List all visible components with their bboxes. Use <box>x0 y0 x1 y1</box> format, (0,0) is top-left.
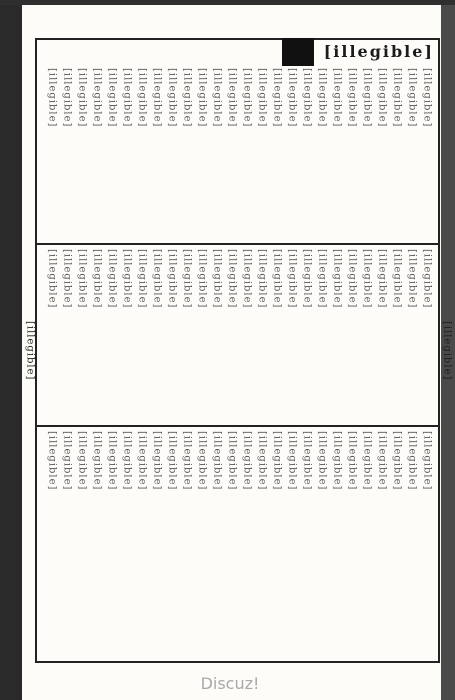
text-column-content: [illegible] <box>226 68 238 128</box>
text-column <box>89 68 104 238</box>
text-column <box>194 68 209 238</box>
text-column <box>404 431 419 658</box>
text-column-content: [illegible] <box>301 68 313 128</box>
text-column <box>314 431 329 658</box>
text-column <box>329 249 344 419</box>
text-column <box>239 249 254 419</box>
text-column-content: [illegible] <box>316 431 328 491</box>
text-column <box>284 249 299 419</box>
text-column <box>359 68 374 238</box>
text-column <box>374 431 389 658</box>
text-column-content: [illegible] <box>166 431 178 491</box>
text-column <box>329 68 344 238</box>
text-column-content: [illegible] <box>286 249 298 309</box>
text-column <box>104 249 119 419</box>
text-column <box>194 249 209 419</box>
text-column <box>209 431 224 658</box>
text-column <box>284 431 299 658</box>
text-column-content: [illegible] <box>46 249 58 309</box>
text-column-content: [illegible] <box>136 249 148 309</box>
text-column-content: [illegible] <box>271 431 283 491</box>
text-column-content: [illegible] <box>61 431 73 491</box>
text-column <box>164 249 179 419</box>
text-column-content: [illegible] <box>106 68 118 128</box>
text-column <box>269 249 284 419</box>
text-column <box>179 249 194 419</box>
text-column <box>284 68 299 238</box>
text-column <box>149 431 164 658</box>
text-column-content: [illegible] <box>331 431 343 491</box>
text-column <box>269 431 284 658</box>
text-column-content: [illegible] <box>286 68 298 128</box>
text-column <box>104 68 119 238</box>
text-column <box>134 68 149 238</box>
text-column <box>299 249 314 419</box>
text-column <box>404 249 419 419</box>
text-column-content: [illegible] <box>406 431 418 491</box>
text-column-content: [illegible] <box>151 431 163 491</box>
text-column-content: [illegible] <box>91 68 103 128</box>
text-column <box>59 431 74 658</box>
running-head-left-text: [illegible] <box>24 320 36 381</box>
text-column <box>254 431 269 658</box>
text-column <box>44 431 59 658</box>
text-column <box>389 431 404 658</box>
text-column <box>89 431 104 658</box>
text-band-top <box>37 64 438 242</box>
text-column-content: [illegible] <box>226 431 238 491</box>
text-column-content: [illegible] <box>361 249 373 309</box>
text-column-content: [illegible] <box>46 68 58 128</box>
text-column-content: [illegible] <box>346 249 358 309</box>
text-column-content: [illegible] <box>166 249 178 309</box>
text-column <box>374 68 389 238</box>
text-column <box>119 249 134 419</box>
text-column-content: [illegible] <box>241 431 253 491</box>
text-column-content: [illegible] <box>196 431 208 491</box>
text-column-content: [illegible] <box>211 68 223 128</box>
text-column-content: [illegible] <box>241 249 253 309</box>
text-column-content: [illegible] <box>256 249 268 309</box>
text-column-content: [illegible] <box>256 431 268 491</box>
text-column <box>59 249 74 419</box>
text-column <box>359 249 374 419</box>
text-column-content: [illegible] <box>151 68 163 128</box>
text-column <box>224 68 239 238</box>
text-column <box>104 431 119 658</box>
text-column-content: [illegible] <box>331 68 343 128</box>
text-column <box>74 431 89 658</box>
text-column <box>119 431 134 658</box>
text-column-content: [illegible] <box>91 431 103 491</box>
text-column-content: [illegible] <box>136 431 148 491</box>
text-column-content: [illegible] <box>376 68 388 128</box>
text-column <box>149 249 164 419</box>
text-column-content: [illegible] <box>151 249 163 309</box>
page-top-edge <box>0 0 455 5</box>
text-column-content: [illegible] <box>61 68 73 128</box>
text-column-content: [illegible] <box>271 249 283 309</box>
text-column <box>224 431 239 658</box>
running-head-right <box>440 38 454 663</box>
text-column-content: [illegible] <box>181 431 193 491</box>
text-column <box>299 431 314 658</box>
text-column <box>314 68 329 238</box>
text-column-content: [illegible] <box>376 249 388 309</box>
text-column-content: [illegible] <box>106 431 118 491</box>
text-column-content: [illegible] <box>121 68 133 128</box>
text-column-content: [illegible] <box>91 249 103 309</box>
text-column <box>179 68 194 238</box>
text-column-content: [illegible] <box>331 249 343 309</box>
text-column <box>419 249 434 419</box>
head-ink-block <box>282 38 314 66</box>
text-column <box>134 249 149 419</box>
text-column <box>134 431 149 658</box>
text-column-content: [illegible] <box>76 249 88 309</box>
text-column-content: [illegible] <box>346 431 358 491</box>
text-column <box>179 431 194 658</box>
text-column <box>239 68 254 238</box>
text-column <box>299 68 314 238</box>
text-column-content: [illegible] <box>316 68 328 128</box>
text-column-content: [illegible] <box>181 249 193 309</box>
text-column <box>269 68 284 238</box>
text-column <box>419 431 434 658</box>
text-column-content: [illegible] <box>301 249 313 309</box>
text-column <box>209 249 224 419</box>
text-column-content: [illegible] <box>196 249 208 309</box>
text-column-content: [illegible] <box>346 68 358 128</box>
text-column <box>149 68 164 238</box>
text-column-content: [illegible] <box>121 249 133 309</box>
text-column <box>329 431 344 658</box>
text-column-content: [illegible] <box>181 68 193 128</box>
text-column <box>359 431 374 658</box>
text-column <box>164 68 179 238</box>
running-head-right-text: [illegible] <box>441 320 453 381</box>
text-column-content: [illegible] <box>166 68 178 128</box>
text-column <box>344 431 359 658</box>
masthead-title: [illegible] <box>323 41 434 61</box>
text-column <box>254 68 269 238</box>
text-column-content: [illegible] <box>376 431 388 491</box>
text-column-content: [illegible] <box>271 68 283 128</box>
text-column <box>239 431 254 658</box>
text-column <box>44 68 59 238</box>
text-column-content: [illegible] <box>421 68 433 128</box>
text-column <box>224 249 239 419</box>
text-band-middle <box>37 245 438 423</box>
text-column <box>389 249 404 419</box>
text-column-content: [illegible] <box>421 249 433 309</box>
text-column <box>344 249 359 419</box>
text-column-content: [illegible] <box>211 249 223 309</box>
text-column <box>74 249 89 419</box>
text-column-content: [illegible] <box>196 68 208 128</box>
text-column-content: [illegible] <box>121 431 133 491</box>
text-column <box>44 249 59 419</box>
text-column <box>209 68 224 238</box>
binding-edge-left <box>0 0 22 700</box>
text-column <box>374 249 389 419</box>
text-column-content: [illegible] <box>406 249 418 309</box>
text-column-content: [illegible] <box>226 249 238 309</box>
text-column-content: [illegible] <box>241 68 253 128</box>
text-column <box>59 68 74 238</box>
text-column-content: [illegible] <box>61 249 73 309</box>
text-column <box>344 68 359 238</box>
text-column <box>254 249 269 419</box>
text-column <box>404 68 419 238</box>
text-column-content: [illegible] <box>106 249 118 309</box>
text-column <box>194 431 209 658</box>
text-column-content: [illegible] <box>211 431 223 491</box>
text-column-content: [illegible] <box>391 249 403 309</box>
text-column-content: [illegible] <box>136 68 148 128</box>
text-column <box>89 249 104 419</box>
text-column <box>419 68 434 238</box>
text-column <box>119 68 134 238</box>
text-column-content: [illegible] <box>391 68 403 128</box>
text-column-content: [illegible] <box>286 431 298 491</box>
text-column-content: [illegible] <box>76 68 88 128</box>
text-column-content: [illegible] <box>46 431 58 491</box>
text-column <box>164 431 179 658</box>
running-head-left <box>22 38 38 663</box>
text-column-content: [illegible] <box>361 431 373 491</box>
text-column-content: [illegible] <box>406 68 418 128</box>
text-column-content: [illegible] <box>361 68 373 128</box>
text-column <box>389 68 404 238</box>
text-column-content: [illegible] <box>421 431 433 491</box>
text-column-content: [illegible] <box>301 431 313 491</box>
text-column-content: [illegible] <box>316 249 328 309</box>
text-column-content: [illegible] <box>391 431 403 491</box>
text-column-content: [illegible] <box>256 68 268 128</box>
text-band-bottom <box>37 427 438 662</box>
text-column <box>74 68 89 238</box>
watermark-logo: Discuz! <box>200 673 260 693</box>
text-column <box>314 249 329 419</box>
text-column-content: [illegible] <box>76 431 88 491</box>
